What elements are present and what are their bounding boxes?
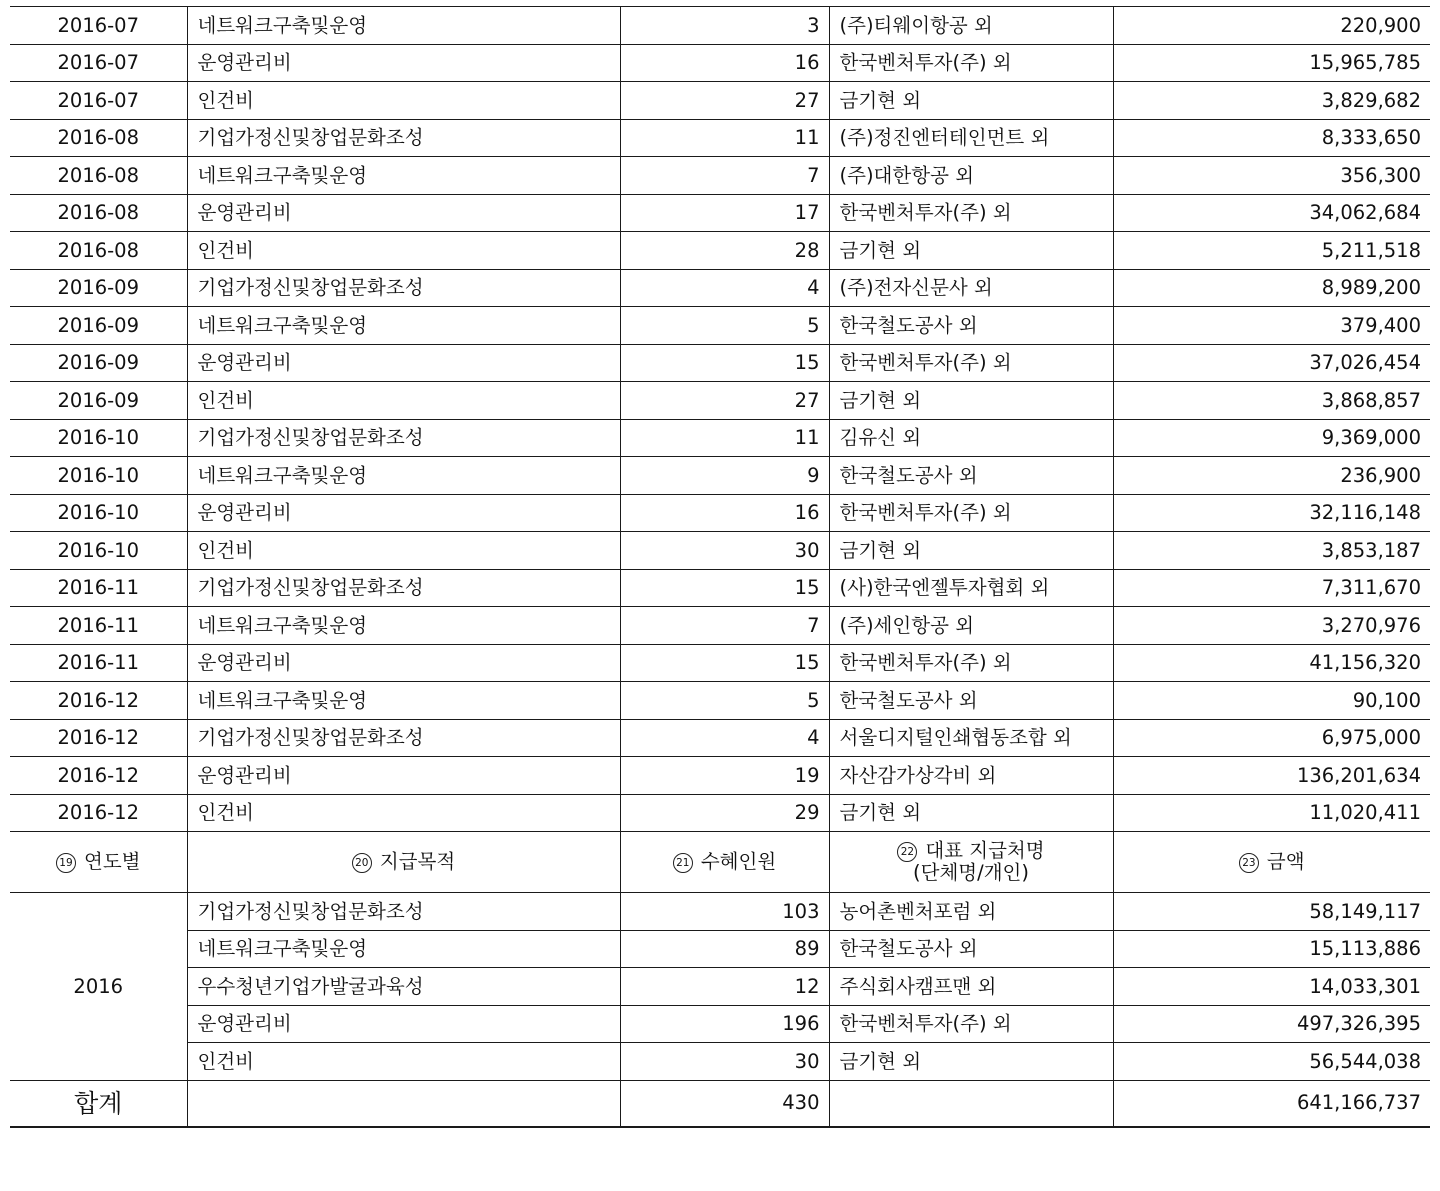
period-cell: 2016-08 (10, 157, 187, 195)
header-count: 21 수혜인원 (620, 832, 829, 893)
purpose-cell: 우수청년기업가발굴과육성 (187, 968, 620, 1006)
period-cell: 2016-09 (10, 269, 187, 307)
period-cell: 2016-09 (10, 344, 187, 382)
purpose-cell: 인건비 (187, 82, 620, 120)
amount-cell: 356,300 (1113, 157, 1430, 195)
purpose-cell: 기업가정신및창업문화조성 (187, 419, 620, 457)
payee-cell: 한국철도공사 외 (829, 307, 1113, 345)
circled-number-icon: 22 (897, 842, 917, 862)
table-row (10, 419, 1430, 457)
payment-table-container (10, 6, 1430, 1128)
count-cell: 196 (620, 1005, 829, 1043)
period-cell: 2016-11 (10, 569, 187, 607)
total-label: 합계 (10, 1080, 187, 1127)
annual-rows (10, 893, 1430, 1081)
summary-header-row (10, 832, 1430, 893)
count-cell: 103 (620, 893, 829, 931)
table-row (10, 44, 1430, 82)
purpose-cell: 인건비 (187, 232, 620, 270)
circled-number-icon: 23 (1239, 853, 1259, 873)
purpose-cell: 인건비 (187, 794, 620, 832)
count-cell: 4 (620, 719, 829, 757)
purpose-cell: 기업가정신및창업문화조성 (187, 719, 620, 757)
amount-cell: 15,113,886 (1113, 930, 1430, 968)
count-cell: 30 (620, 1043, 829, 1081)
payee-cell: 한국벤처투자(주) 외 (829, 1005, 1113, 1043)
amount-cell: 58,149,117 (1113, 893, 1430, 931)
total-row (10, 1080, 1430, 1127)
payee-cell: 금기현 외 (829, 1043, 1113, 1081)
purpose-cell: 네트워크구축및운영 (187, 7, 620, 45)
period-cell: 2016-07 (10, 44, 187, 82)
amount-cell: 497,326,395 (1113, 1005, 1430, 1043)
purpose-cell: 인건비 (187, 1043, 620, 1081)
annual-year-cell: 2016 (10, 893, 187, 1081)
purpose-cell: 기업가정신및창업문화조성 (187, 119, 620, 157)
count-cell: 11 (620, 419, 829, 457)
table-row (10, 794, 1430, 832)
period-cell: 2016-10 (10, 419, 187, 457)
table-row (10, 719, 1430, 757)
period-cell: 2016-11 (10, 644, 187, 682)
period-cell: 2016-10 (10, 494, 187, 532)
count-cell: 27 (620, 82, 829, 120)
total-count: 430 (620, 1080, 829, 1127)
purpose-cell: 운영관리비 (187, 44, 620, 82)
payee-cell: 한국벤처투자(주) 외 (829, 644, 1113, 682)
amount-cell: 41,156,320 (1113, 644, 1430, 682)
period-cell: 2016-07 (10, 7, 187, 45)
period-cell: 2016-12 (10, 719, 187, 757)
count-cell: 3 (620, 7, 829, 45)
table-row (10, 532, 1430, 570)
table-row (10, 382, 1430, 420)
header-purpose: 20 지급목적 (187, 832, 620, 893)
amount-cell: 8,333,650 (1113, 119, 1430, 157)
payee-cell: (주)정진엔터테인먼트 외 (829, 119, 1113, 157)
circled-number-icon: 19 (56, 853, 76, 873)
period-cell: 2016-10 (10, 532, 187, 570)
count-cell: 29 (620, 794, 829, 832)
total-amount: 641,166,737 (1113, 1080, 1430, 1127)
amount-cell: 34,062,684 (1113, 194, 1430, 232)
payee-cell: (주)전자신문사 외 (829, 269, 1113, 307)
payee-cell: (주)티웨이항공 외 (829, 7, 1113, 45)
period-cell: 2016-09 (10, 307, 187, 345)
total-section (10, 1080, 1430, 1127)
table-row (10, 607, 1430, 645)
annual-row (10, 930, 1430, 968)
count-cell: 5 (620, 682, 829, 720)
payee-cell: 자산감가상각비 외 (829, 757, 1113, 795)
count-cell: 17 (620, 194, 829, 232)
table-row (10, 7, 1430, 45)
payee-cell: 한국벤처투자(주) 외 (829, 44, 1113, 82)
count-cell: 15 (620, 644, 829, 682)
amount-cell: 3,270,976 (1113, 607, 1430, 645)
amount-cell: 3,868,857 (1113, 382, 1430, 420)
payee-cell: 금기현 외 (829, 794, 1113, 832)
purpose-cell: 기업가정신및창업문화조성 (187, 893, 620, 931)
period-cell: 2016-12 (10, 682, 187, 720)
purpose-cell: 운영관리비 (187, 757, 620, 795)
table-row (10, 119, 1430, 157)
table-row (10, 232, 1430, 270)
amount-cell: 7,311,670 (1113, 569, 1430, 607)
period-cell: 2016-09 (10, 382, 187, 420)
count-cell: 16 (620, 494, 829, 532)
purpose-cell: 운영관리비 (187, 344, 620, 382)
purpose-cell: 네트워크구축및운영 (187, 607, 620, 645)
payee-cell: 한국철도공사 외 (829, 682, 1113, 720)
purpose-cell: 운영관리비 (187, 1005, 620, 1043)
annual-row (10, 893, 1430, 931)
payee-cell: 한국벤처투자(주) 외 (829, 494, 1113, 532)
annual-row (10, 968, 1430, 1006)
count-cell: 19 (620, 757, 829, 795)
payee-cell: 김유신 외 (829, 419, 1113, 457)
count-cell: 7 (620, 157, 829, 195)
purpose-cell: 기업가정신및창업문화조성 (187, 269, 620, 307)
purpose-cell: 네트워크구축및운영 (187, 157, 620, 195)
table-row (10, 494, 1430, 532)
summary-section (10, 832, 1430, 893)
table-row (10, 457, 1430, 495)
purpose-cell: 네트워크구축및운영 (187, 457, 620, 495)
circled-number-icon: 21 (673, 853, 693, 873)
count-cell: 9 (620, 457, 829, 495)
header-year: 19 연도별 (10, 832, 187, 893)
payee-cell: (주)세인항공 외 (829, 607, 1113, 645)
table-row (10, 82, 1430, 120)
annual-row (10, 1043, 1430, 1081)
table-row (10, 569, 1430, 607)
amount-cell: 5,211,518 (1113, 232, 1430, 270)
amount-cell: 379,400 (1113, 307, 1430, 345)
total-payee-empty (829, 1080, 1113, 1127)
purpose-cell: 인건비 (187, 532, 620, 570)
monthly-rows (10, 7, 1430, 832)
payee-cell: 금기현 외 (829, 532, 1113, 570)
header-payee: 22 대표 지급처명 (단체명/개인) (829, 832, 1113, 893)
count-cell: 30 (620, 532, 829, 570)
amount-cell: 236,900 (1113, 457, 1430, 495)
total-purpose-empty (187, 1080, 620, 1127)
purpose-cell: 네트워크구축및운영 (187, 307, 620, 345)
payment-table (10, 6, 1430, 1128)
payee-cell: 금기현 외 (829, 382, 1113, 420)
amount-cell: 90,100 (1113, 682, 1430, 720)
payee-cell: 금기현 외 (829, 232, 1113, 270)
amount-cell: 3,829,682 (1113, 82, 1430, 120)
purpose-cell: 인건비 (187, 382, 620, 420)
table-row (10, 269, 1430, 307)
period-cell: 2016-12 (10, 757, 187, 795)
period-cell: 2016-08 (10, 119, 187, 157)
table-row (10, 194, 1430, 232)
count-cell: 15 (620, 344, 829, 382)
table-row (10, 344, 1430, 382)
payee-cell: (사)한국엔젤투자협회 외 (829, 569, 1113, 607)
count-cell: 89 (620, 930, 829, 968)
payee-cell: 한국벤처투자(주) 외 (829, 344, 1113, 382)
purpose-cell: 운영관리비 (187, 194, 620, 232)
table-row (10, 307, 1430, 345)
count-cell: 7 (620, 607, 829, 645)
count-cell: 27 (620, 382, 829, 420)
period-cell: 2016-11 (10, 607, 187, 645)
amount-cell: 136,201,634 (1113, 757, 1430, 795)
table-row (10, 682, 1430, 720)
count-cell: 5 (620, 307, 829, 345)
count-cell: 28 (620, 232, 829, 270)
count-cell: 16 (620, 44, 829, 82)
count-cell: 15 (620, 569, 829, 607)
payee-cell: 한국철도공사 외 (829, 930, 1113, 968)
purpose-cell: 운영관리비 (187, 644, 620, 682)
amount-cell: 3,853,187 (1113, 532, 1430, 570)
amount-cell: 37,026,454 (1113, 344, 1430, 382)
amount-cell: 15,965,785 (1113, 44, 1430, 82)
amount-cell: 220,900 (1113, 7, 1430, 45)
purpose-cell: 네트워크구축및운영 (187, 930, 620, 968)
table-row (10, 757, 1430, 795)
payee-cell: 한국철도공사 외 (829, 457, 1113, 495)
table-row (10, 644, 1430, 682)
amount-cell: 56,544,038 (1113, 1043, 1430, 1081)
payee-cell: 서울디지털인쇄협동조합 외 (829, 719, 1113, 757)
circled-number-icon: 20 (352, 853, 372, 873)
amount-cell: 14,033,301 (1113, 968, 1430, 1006)
payee-cell: 금기현 외 (829, 82, 1113, 120)
payee-cell: (주)대한항공 외 (829, 157, 1113, 195)
purpose-cell: 네트워크구축및운영 (187, 682, 620, 720)
payee-cell: 주식회사캠프맨 외 (829, 968, 1113, 1006)
amount-cell: 32,116,148 (1113, 494, 1430, 532)
payee-cell: 농어촌벤처포럼 외 (829, 893, 1113, 931)
amount-cell: 11,020,411 (1113, 794, 1430, 832)
period-cell: 2016-08 (10, 194, 187, 232)
period-cell: 2016-10 (10, 457, 187, 495)
count-cell: 11 (620, 119, 829, 157)
count-cell: 12 (620, 968, 829, 1006)
amount-cell: 9,369,000 (1113, 419, 1430, 457)
count-cell: 4 (620, 269, 829, 307)
amount-cell: 8,989,200 (1113, 269, 1430, 307)
payee-cell: 한국벤처투자(주) 외 (829, 194, 1113, 232)
period-cell: 2016-07 (10, 82, 187, 120)
annual-row (10, 1005, 1430, 1043)
purpose-cell: 기업가정신및창업문화조성 (187, 569, 620, 607)
period-cell: 2016-08 (10, 232, 187, 270)
purpose-cell: 운영관리비 (187, 494, 620, 532)
header-amount: 23 금액 (1113, 832, 1430, 893)
table-row (10, 157, 1430, 195)
amount-cell: 6,975,000 (1113, 719, 1430, 757)
period-cell: 2016-12 (10, 794, 187, 832)
